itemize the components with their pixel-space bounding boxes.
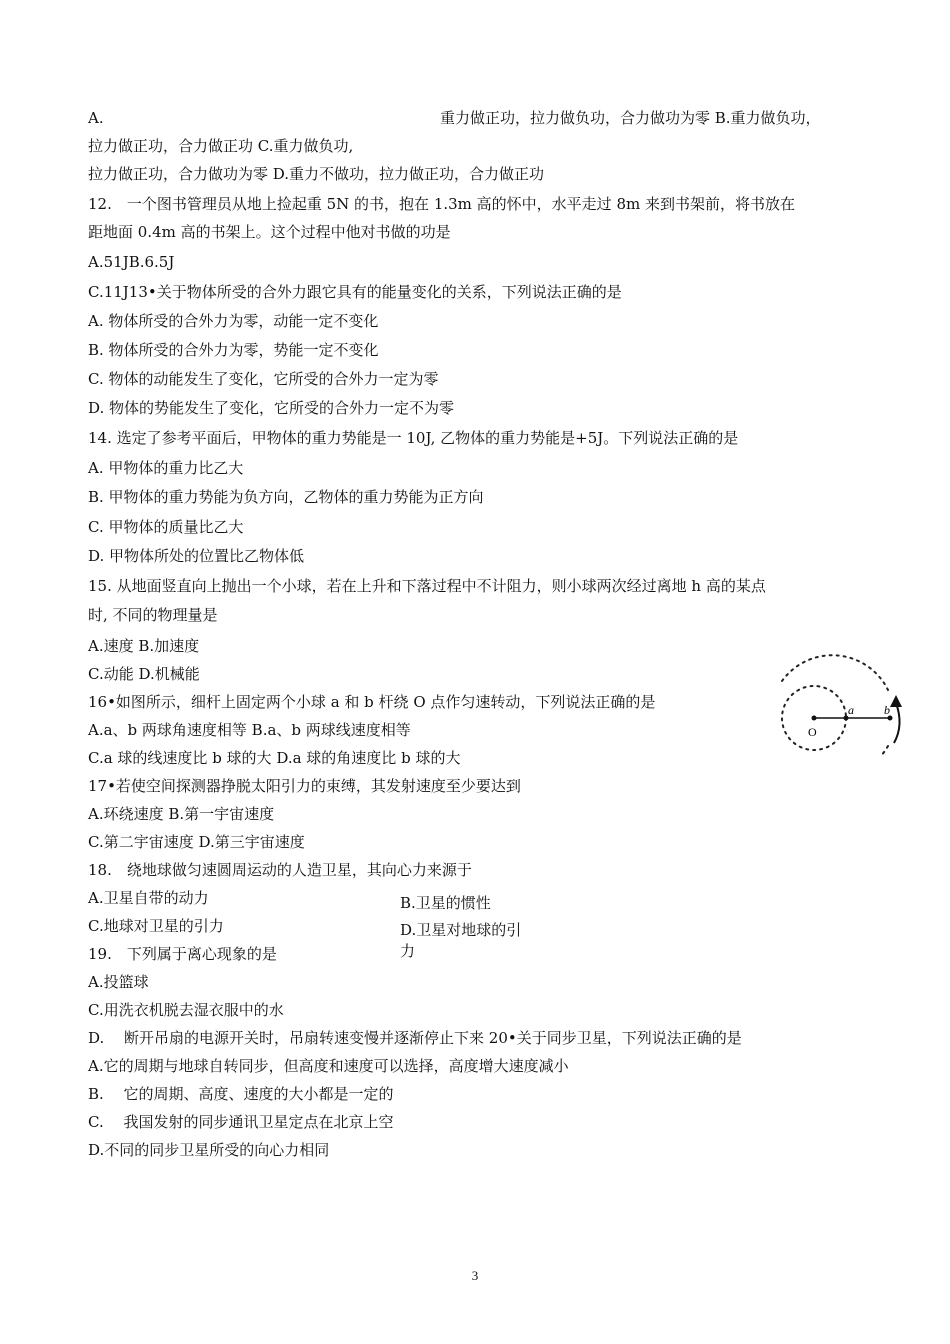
pivot-o-dot (812, 716, 817, 721)
q17-options-ab: A.环绕速度 B.第一宇宙速度 (88, 805, 275, 823)
q18-option-c: C.地球对卫星的引力 (88, 917, 224, 935)
rotation-arrow-icon (894, 703, 900, 743)
q16-options-cd: C.a 球的线速度比 b 球的大 D.a 球的角速度比 b 球的大 (88, 749, 461, 767)
q18-option-d-cont: 力 (400, 942, 416, 960)
q15-options-cd: C.动能 D.机械能 (88, 665, 200, 683)
q15-stem-cont: 时, 不同的物理量是 (88, 606, 218, 624)
q11-option-a-label: A. (88, 109, 104, 127)
q11-line-2: 拉力做正功，合力做正功 C.重力做负功, (88, 137, 354, 155)
q15-stem: 15. 从地面竖直向上抛出一个小球，若在上升和下落过程中不计阻力，则小球两次经过离地 h 高的某点 (88, 577, 766, 595)
q18-option-a: A.卫星自带的动力 (88, 889, 209, 907)
q13-stem: C.11J13•关于物体所受的合外力跟它具有的能量变化的关系，下列说法正确的是 (88, 283, 622, 301)
q19-stem: 19. 下列属于离心现象的是 (88, 945, 277, 963)
q18-option-b: B.卫星的惯性 (400, 894, 491, 912)
q19-option-d: D. 断开吊扇的电源开关时，吊扇转速变慢并逐渐停止下来 20•关于同步卫星，下列说法正确的是 (88, 1029, 742, 1047)
q17-stem: 17•若使空间探测器挣脱太阳引力的束缚，其发射速度至少要达到 (88, 777, 521, 795)
q11-option-a-text: 重力做正功，拉力做负功，合力做功为零 B.重力做负功， (440, 109, 821, 127)
q12-stem-cont: 距地面 0.4m 高的书架上。这个过程中他对书做的功是 (88, 223, 451, 241)
q15-options-ab: A.速度 B.加速度 (88, 637, 200, 655)
q16-options-ab: A.a、b 两球角速度相等 B.a、b 两球线速度相等 (88, 721, 411, 739)
q20-option-a: A.它的周期与地球自转同步，但高度和速度可以选择，高度增大速度减小 (88, 1057, 569, 1075)
q13-option-b: B. 物体所受的合外力为零，势能一定不变化 (88, 341, 379, 359)
q14-option-d: D. 甲物体所处的位置比乙物体低 (88, 547, 305, 565)
q18-stem: 18. 绕地球做匀速圆周运动的人造卫星，其向心力来源于 (88, 861, 472, 879)
q17-options-cd: C.第二宇宙速度 D.第三宇宙速度 (88, 833, 305, 851)
arrow-head-icon (890, 695, 902, 707)
q20-option-c: C. 我国发射的同步通讯卫星定点在北京上空 (88, 1113, 394, 1131)
q14-option-c: C. 甲物体的质量比乙大 (88, 518, 244, 536)
q13-option-a: A. 物体所受的合外力为零，动能一定不变化 (88, 312, 379, 330)
q11-line-3: 拉力做正功，合力做功为零 D.重力不做功，拉力做正功，合力做正功 (88, 165, 545, 183)
q19-option-a: A.投篮球 (88, 973, 149, 991)
q14-option-b: B. 甲物体的重力势能为负方向，乙物体的重力势能为正方向 (88, 488, 484, 506)
q14-stem: 14. 选定了参考平面后，甲物体的重力势能是一 10J, 乙物体的重力势能是+5J。下列说法正确的是 (88, 429, 739, 447)
q16-stem: 16•如图所示，细杆上固定两个小球 a 和 b 杆绕 O 点作匀速转动，下列说法正确的是 (88, 693, 656, 711)
q19-option-c: C.用洗衣机脱去湿衣服中的水 (88, 1001, 284, 1019)
q13-option-c: C. 物体的动能发生了变化，它所受的合外力一定为零 (88, 370, 439, 388)
label-a: a (848, 703, 854, 717)
outer-dashed-arc (782, 655, 888, 755)
page-number: 3 (471, 1268, 479, 1283)
q14-option-a: A. 甲物体的重力比乙大 (88, 459, 244, 477)
q13-option-d: D. 物体的势能发生了变化，它所受的合外力一定不为零 (88, 399, 455, 417)
rotating-rod-diagram (772, 645, 922, 755)
q12-options-ab: A.51JB.6.5J (88, 253, 175, 271)
label-b: b (884, 703, 890, 717)
q12-stem: 12. 一个图书管理员从地上捡起重 5N 的书，抱在 1.3m 高的怀中，水平走过 8m 来到书架前，将书放在 (88, 195, 795, 213)
q20-option-b: B. 它的周期、高度、速度的大小都是一定的 (88, 1085, 394, 1103)
q18-option-d: D.卫星对地球的引 (400, 921, 522, 939)
label-o: O (808, 725, 817, 739)
q20-option-d: D.不同的同步卫星所受的向心力相同 (88, 1141, 330, 1159)
